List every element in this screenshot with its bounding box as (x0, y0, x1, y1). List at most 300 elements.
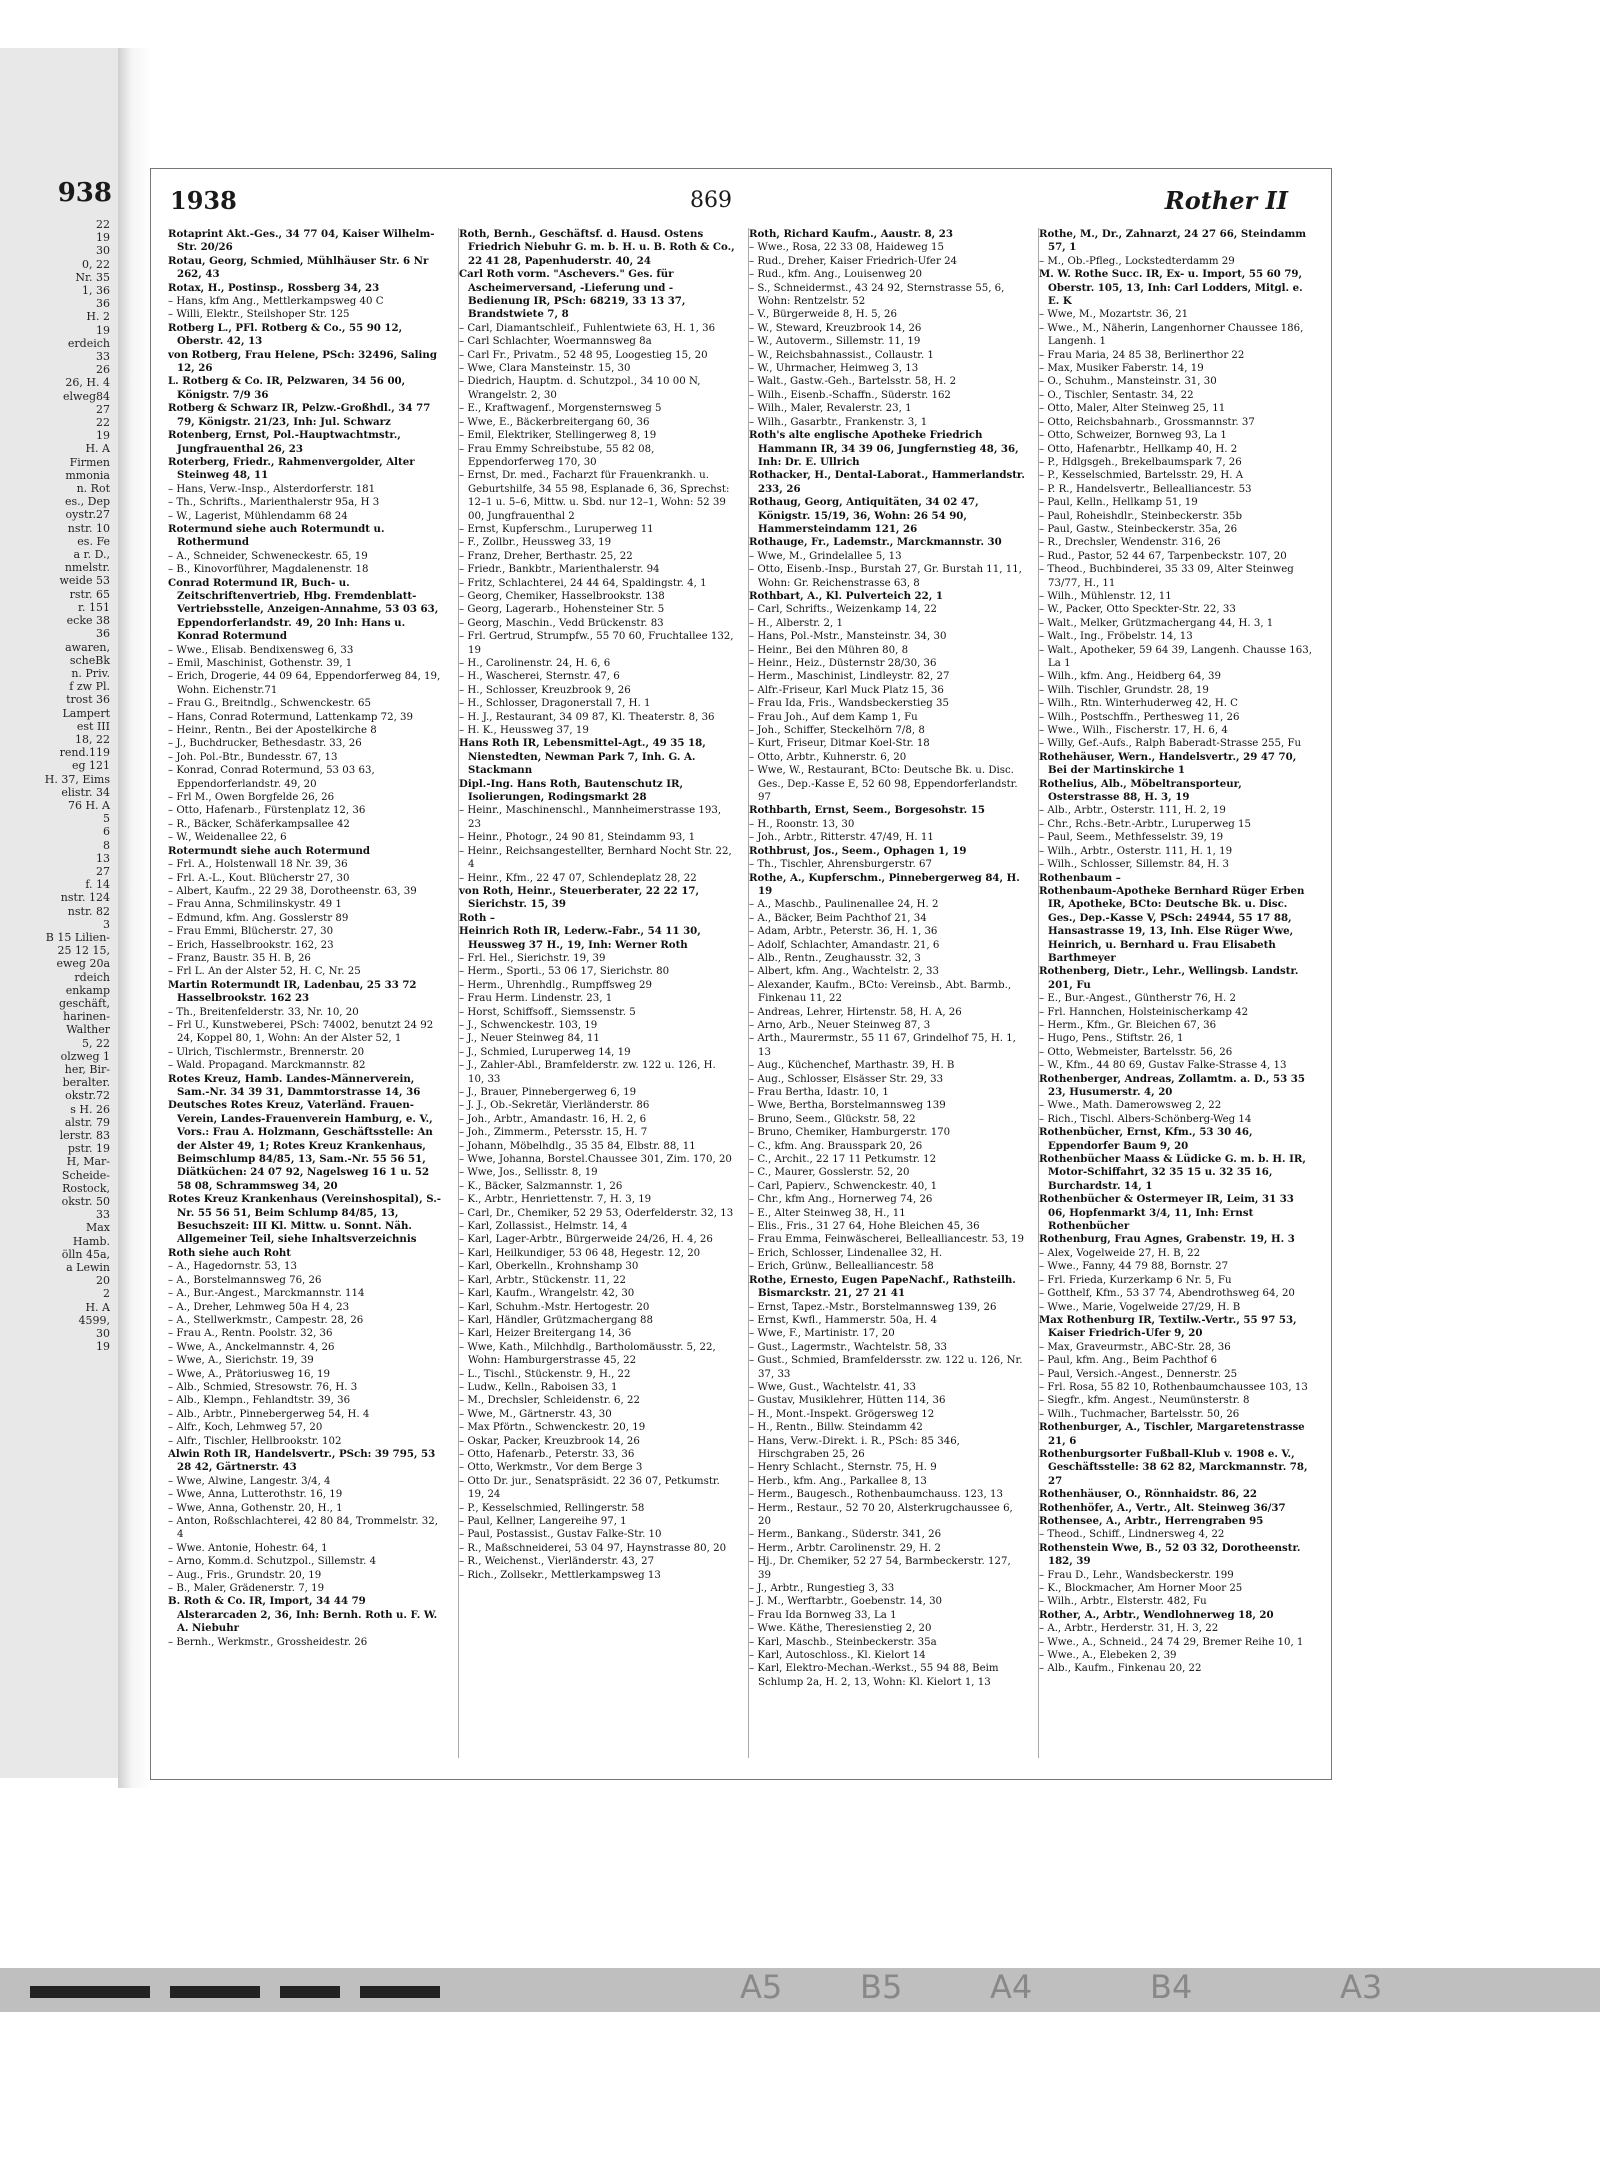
directory-entry: – Alexander, Kaufm., BCto: Vereinsb., Abt. Barmb., Finkenau 11, 22 (749, 979, 1012, 1005)
directory-entry: – P., Kesselschmied, Rellingerstr. 58 (459, 1502, 645, 1514)
directory-entry: – Alb., Klempn., Fehlandtstr. 39, 36 (168, 1395, 351, 1407)
directory-entry: – Max, Graveurmstr., ABC-Str. 28, 36 (1039, 1341, 1231, 1353)
left-page-fragment: nstr. 10 (67, 521, 110, 535)
directory-entry: – W., Lagerist, Mühlendamm 68 24 (168, 510, 348, 522)
directory-entry: – F., Zollbr., Heussweg 33, 19 (459, 537, 612, 549)
directory-entry: – Frau Maria, 24 85 38, Berlinerthor 22 (1039, 349, 1245, 361)
directory-entry: – H., Schlosser, Kreuzbrook 9, 26 (459, 684, 631, 696)
directory-entry: – J., Brauer, Pinnebergerweg 6, 19 (459, 1087, 637, 1098)
directory-entry: Rotes Kreuz, Hamb. Landes-Männerverein, Sam.-Nr. 34 39 31, Dammtorstrasse 14, 36 (168, 1072, 421, 1098)
directory-entry: – Elis., Fris., 31 27 64, Hohe Bleichen 45, 36 (749, 1221, 980, 1233)
directory-entry: – P., Hdlgsgeh., Brekelbaumspark 7, 26 (1039, 456, 1242, 468)
left-page-fragment: oystr.27 (65, 508, 110, 522)
directory-entry: – Otto, Maler, Alter Steinweg 25, 11 (1039, 403, 1226, 415)
directory-entry: – Heinr., Maschinenschl., Mannheimerstrasse 193, 23 (459, 805, 722, 830)
directory-entry: – Gustav, Musiklehrer, Hütten 114, 36 (749, 1395, 946, 1407)
directory-entry: – Wilh., Arbtr., Osterstr. 111, H. 1, 19 (1039, 845, 1233, 857)
directory-entry: von Rotberg, Frau Helene, PSch: 32496, Saling 12, 26 (168, 348, 437, 375)
directory-entry: – R., Weichenst., Vierländerstr. 43, 27 (459, 1556, 655, 1568)
left-page-fragment: okstr.72 (65, 1089, 110, 1103)
directory-entry: Alwin Roth IR, Handelsvertr., PSch: 39 795, 53 28 42, Gärtnerstr. 43 (168, 1447, 436, 1474)
directory-entry: Carl Roth vorm. "Aschevers." Ges. für Ascheimerversand, -Lieferung und -Bedienung IR, PSch: 68219, 33 13 37, Brandstwiete 7, 8 (459, 268, 686, 321)
left-page-fragment: 22 (96, 218, 110, 231)
directory-entry: – Gotthelf, Kfm., 53 37 74, Abendrothsweg 64, 20 (1039, 1288, 1295, 1300)
directory-entry: – Ulrich, Tischlermstr., Brennerstr. 20 (168, 1046, 365, 1058)
directory-entry: – Willi, Elektr., Steilshoper Str. 125 (168, 309, 350, 321)
directory-entry: Roth siehe auch Roht (168, 1246, 291, 1259)
directory-entry: – Wwe, F., Martinistr. 17, 20 (749, 1328, 895, 1340)
directory-entry: – Wilh., Maler, Revalerstr. 23, 1 (749, 403, 912, 415)
left-page-fragment: rdeich (74, 970, 110, 984)
directory-entry: – Herm., Kfm., Gr. Bleichen 67, 36 (1039, 1019, 1217, 1031)
left-page-fragment: 0, 22 (82, 257, 110, 271)
directory-entry: – Ernst, Kupferschm., Luruperweg 11 (459, 523, 654, 535)
left-page-fragment: H. 2 (86, 310, 110, 324)
column-1 (168, 228, 444, 1758)
left-page-fragment: nmelstr. (64, 561, 110, 575)
directory-entry: Rotenberg, Ernst, Pol.-Hauptwachtmstr., Jungfrauenthal 26, 23 (168, 429, 401, 455)
directory-entry: – Frl. Gertrud, Strumpfw., 55 70 60, Fruchtallee 132, 19 (459, 631, 734, 656)
directory-entry: – Siegfr., kfm. Angest., Neumünsterstr. 8 (1039, 1395, 1250, 1407)
directory-entry: Roth, Richard Kaufm., Aaustr. 8, 23 (749, 228, 953, 240)
directory-entry: – Bernh., Werkmstr., Grossheidestr. 26 (168, 1636, 368, 1648)
directory-entry: – Frau Ida Bornweg 33, La 1 (749, 1609, 897, 1621)
calibration-bar (30, 1986, 150, 1998)
left-page-fragment: harinen- (63, 1010, 110, 1024)
directory-entry: – Joh., Arbtr., Amandastr. 16, H. 2, 6 (459, 1113, 647, 1125)
directory-entry: – P. R., Handelsvertr., Bellealliancestr. 53 (1039, 483, 1252, 495)
directory-entry: – Hans, Pol.-Mstr., Mansteinstr. 34, 30 (749, 631, 947, 643)
directory-entry: – Alb., Arbtr., Pinnebergerweg 54, H. 4 (168, 1408, 370, 1420)
directory-entry: – Albert, Kaufm., 22 29 38, Dorotheenstr. 63, 39 (168, 885, 417, 897)
left-page-fragment: olzweg 1 (60, 1049, 110, 1063)
left-page-fragment: elistr. 34 (61, 785, 110, 799)
directory-entry: – A., Hagedornstr. 53, 13 (168, 1261, 297, 1273)
directory-entry: – Paul, Roheishdlr., Steinbeckerstr. 35b (1039, 510, 1243, 522)
directory-entry: – Franz, Dreher, Berthastr. 25, 22 (459, 550, 633, 562)
directory-entry: – J., Buchdrucker, Bethesdastr. 33, 26 (168, 738, 362, 750)
directory-entry: – Ernst, Dr. med., Facharzt für Frauenkrankh. u. Geburtshilfe, 34 55 98, Esplanade 6, 36, Sprechst: 12–1 u. 5–6, Mittw. u. Sbd. nur 12–1, Wohn: 52 39 00, Jungfrauenthal 2 (459, 470, 730, 522)
directory-entry: – Th., Breitenfelderstr. 33, Nr. 10, 20 (168, 1006, 359, 1018)
left-page-fragment: Hamb. (72, 1234, 110, 1248)
directory-entry: – M., Drechsler, Schleidenstr. 6, 22 (459, 1395, 640, 1407)
directory-entry: – Wwe, Anna, Gothenstr. 20, H., 1 (168, 1502, 343, 1514)
directory-entry: – W., Uhrmacher, Heimweg 3, 13 (749, 363, 919, 375)
left-page-fragment: geschäft, (59, 996, 110, 1010)
directory-entry: – O., Tischler, Sentastr. 34, 22 (1039, 389, 1194, 401)
left-page-fragment: 18, 22 (75, 732, 110, 746)
directory-entry: – Arno, Komm.d. Schutzpol., Sillemstr. 4 (168, 1556, 377, 1568)
directory-entry: – Paul, Kellner, Langereihe 97, 1 (459, 1516, 627, 1527)
directory-entry: – Wwe., Wilh., Fischerstr. 17, H. 6, 4 (1039, 725, 1228, 737)
directory-entry: Rothbart, A., Kl. Pulverteich 22, 1 (749, 589, 943, 602)
directory-entry: – Wwe., Elisab. Bendixensweg 6, 33 (168, 644, 354, 656)
directory-entry: – Henry Schlacht., Sternstr. 75, H. 9 (749, 1462, 937, 1474)
directory-entry: – O., Schuhm., Mansteinstr. 31, 30 (1039, 376, 1217, 388)
directory-entry: Rotermundt siehe auch Rotermund (168, 844, 371, 857)
left-page-fragment: 2 (103, 1287, 110, 1301)
left-page-fragment: mmonia (65, 468, 110, 482)
left-page-fragment: n. Priv. (71, 666, 110, 680)
directory-entry: – Ludw., Kelln., Raboisen 33, 1 (459, 1381, 618, 1393)
directory-entry: – Th., Schrifts., Marienthalerstr 95a, H 3 (168, 497, 380, 509)
left-page-fragment: n. Rot (76, 482, 110, 496)
page-header (170, 180, 1318, 220)
directory-entry: – Georg, Maschin., Vedd Brückenstr. 83 (459, 617, 664, 629)
left-page-fragment: 6 (103, 825, 110, 839)
left-page-fragment: her, Bir- (64, 1063, 110, 1076)
directory-entry: – C., Archit., 22 17 11 Petkumstr. 12 (749, 1154, 937, 1166)
directory-entry: – Frl. A.-L., Kout. Blücherstr 27, 30 (168, 872, 350, 884)
directory-entry: – Hans, Verw.-Insp., Alsterdorferstr. 181 (168, 483, 376, 495)
running-head (1165, 186, 1288, 215)
directory-entry: Rothbrust, Jos., Seem., Ophagen 1, 19 (749, 844, 967, 857)
directory-entry: – Erich, Grünw., Bellealliancestr. 58 (749, 1261, 934, 1273)
directory-entry: – Carl, Schrifts., Weizenkamp 14, 22 (749, 604, 937, 616)
directory-entry: – M., Ob.-Pfleg., Lockstedterdamm 29 (1039, 255, 1235, 267)
directory-entry: Rothenbücher & Ostermeyer IR, Leim, 31 33 06, Hopfenmarkt 3/4, 11, Inh: Ernst Rothenbücher (1039, 1193, 1294, 1233)
directory-entry: – Walt., Ing., Fröbelstr. 14, 13 (1039, 631, 1193, 643)
directory-entry: Rothenhäuser, O., Rönnhaidstr. 86, 22 (1039, 1488, 1258, 1501)
directory-entry: – Konrad, Conrad Rotermund, 53 03 63, Eppendorferlandstr. 49, 20 (168, 765, 375, 790)
directory-entry: – Wwe., A., Elebeken 2, 39 (1039, 1650, 1177, 1662)
directory-entry: – Edmund, kfm. Ang. Gosslerstr 89 (168, 912, 349, 924)
directory-entry: – Wilh., Postschffn., Perthesweg 11, 26 (1039, 711, 1240, 723)
left-page-fragment: scheBk (69, 653, 110, 667)
directory-entry: – Hj., Dr. Chemiker, 52 27 54, Barmbeckerstr. 127, 39 (749, 1556, 1011, 1581)
directory-entry: Rothensee, A., Arbtr., Herrengraben 95 (1039, 1515, 1264, 1527)
directory-entry: – Frau G., Breitndlg., Schwenckestr. 65 (168, 698, 371, 710)
directory-entry: – J., Zahler-Abl., Bramfelderstr. zw. 122 u. 126, H. 10, 33 (459, 1060, 716, 1085)
directory-entry: – H., Alberstr. 2, 1 (749, 617, 843, 629)
directory-entry: – Herm., Sporti., 53 06 17, Sierichstr. 80 (459, 966, 670, 978)
directory-entry: – Theod., Buchbinderei, 35 33 09, Alter Steinweg 73/77, H., 11 (1039, 564, 1294, 589)
left-page-fragment: f. 14 (85, 878, 110, 892)
directory-entry: Rothenbücher, Ernst, Kfm., 53 30 46, Eppendorfer Baum 9, 20 (1039, 1126, 1253, 1152)
calibration-bar (360, 1986, 440, 1998)
directory-entry: – Frau Emmy Schreibstube, 55 82 08, Eppendorferweg 170, 30 (459, 443, 655, 468)
directory-entry: – Frl. Rosa, 55 82 10, Rothenbaumchaussee 103, 13 (1039, 1381, 1308, 1393)
directory-entry: Rotberg L., PFl. Rotberg & Co., 55 90 12, Oberstr. 42, 13 (168, 321, 403, 348)
directory-entry: – Alb., Arbtr., Osterstr. 111, H. 2, 19 (1039, 805, 1226, 817)
directory-entry: Rothbarth, Ernst, Seem., Borgesohstr. 15 (749, 804, 985, 817)
left-page-year: 938 (57, 178, 112, 208)
left-page-fragment: 13 (96, 851, 110, 865)
directory-entry: – Otto, Hafenarb., Peterstr. 33, 36 (459, 1448, 635, 1460)
directory-entry: – Aug., Schlosser, Elsässer Str. 29, 33 (749, 1073, 944, 1085)
directory-entry: – J., Arbtr., Rungestieg 3, 33 (749, 1583, 895, 1595)
directory-entry: – Wwe. Antonie, Hohestr. 64, 1 (168, 1542, 328, 1554)
directory-entry: – H. K., Heussweg 37, 19 (459, 725, 589, 737)
left-page-fragment: enkamp (65, 983, 110, 997)
directory-entry: – Wwe, Gust., Wachtelstr. 41, 33 (749, 1381, 917, 1393)
directory-entry: Roth, Bernh., Geschäftsf. d. Hausd. Ostens Friedrich Niebuhr G. m. b. H. u. B. Roth & Co., 22 41 28, Papenhuderstr. 40, 24 (459, 228, 735, 267)
directory-entry: – R., Drechsler, Wendenstr. 316, 26 (1039, 537, 1221, 549)
directory-entry: von Roth, Heinr., Steuerberater, 22 22 17, Sierichstr. 15, 39 (459, 884, 700, 911)
directory-entry: – Joh. Pol.-Btr., Bundesstr. 67, 13 (168, 751, 338, 763)
directory-entry: – A., Schneider, Schweneckestr. 65, 19 (168, 550, 368, 562)
directory-entry: – Karl, Elektro-Mechan.-Werkst., 55 94 88, Beim Schlump 2a, H. 2, 13, Wohn: Kl. Kielort 1, 13 (749, 1663, 999, 1688)
left-page-fragment: est III (76, 719, 110, 733)
directory-entry: – Heinr., Bei den Mühren 80, 8 (749, 644, 909, 656)
column-3 (748, 228, 1025, 1758)
directory-entry: Rothe, A., Kupferschm., Pinnebergerweg 84, H. 19 (749, 871, 1020, 897)
directory-entry: Rothenberger, Andreas, Zollamtm. a. D., 53 35 23, Husumerstr. 4, 20 (1039, 1072, 1305, 1098)
directory-entry: – Carl Schlachter, Woermannsweg 8a (459, 336, 652, 348)
left-page-fragment: s H. 26 (70, 1102, 110, 1116)
left-page-fragment: a r. D., (73, 548, 110, 562)
directory-entry: – Gust., Lagermstr., Wachtelstr. 58, 33 (749, 1341, 948, 1353)
directory-entry: Rother, A., Arbtr., Wendlohnerweg 18, 20 (1039, 1608, 1274, 1621)
left-page-fragment: erdeich (67, 336, 110, 350)
strip-label: A5 (740, 1968, 783, 2006)
directory-entry: – Rich., Tischl. Albers-Schönberg-Weg 14 (1039, 1113, 1252, 1125)
left-page-fragment: H. 37, Eims (44, 772, 110, 786)
directory-entry: – Wwe., Fanny, 44 79 88, Bornstr. 27 (1039, 1261, 1229, 1273)
directory-entry: – Carl, Dr., Chemiker, 52 29 53, Oderfelderstr. 32, 13 (459, 1207, 734, 1219)
left-page-fragment: pstr. 19 (67, 1142, 110, 1156)
directory-entry: – Karl, Autoschloss., Kl. Kielort 14 (749, 1650, 926, 1662)
directory-entry: – Max, Musiker Faberstr. 14, 19 (1039, 363, 1204, 375)
directory-entry: Rothauge, Fr., Lademstr., Marckmannstr. 30 (749, 536, 1002, 549)
directory-entry: – A., Stellwerkmstr., Campestr. 28, 26 (168, 1314, 364, 1326)
directory-entry: – Rich., Zollsekr., Mettlerkampsweg 13 (459, 1569, 661, 1581)
directory-entry: – Otto, Arbtr., Kuhnerstr. 6, 20 (749, 751, 907, 763)
directory-entry: B. Roth & Co. IR, Import, 34 44 79 Alsterarcaden 2, 36, Inh: Bernh. Roth u. F. W. A. Niebuhr (168, 1595, 438, 1635)
directory-entry: – Carl, Papierv., Schwenckestr. 40, 1 (749, 1180, 938, 1192)
left-page-fragment: 3 (103, 917, 110, 931)
left-page-fragment: trost 36 (66, 693, 110, 707)
left-page-fragment: 1, 36 (82, 284, 110, 298)
directory-entry: – C., kfm. Ang. Brausspark 20, 26 (749, 1140, 923, 1152)
directory-entry: Rothelius, Alb., Möbeltransporteur, Osterstrasse 88, H. 3, 19 (1039, 777, 1242, 804)
directory-entry: – Herm., Baugesch., Rothenbaumchauss. 123, 13 (749, 1489, 1003, 1501)
left-page-fragment: eg 121 (71, 759, 110, 773)
directory-entry: – Chr., kfm Ang., Hornerweg 74, 26 (749, 1194, 933, 1206)
directory-columns (168, 228, 1318, 1758)
directory-entry: – L., Tischl., Stückenstr. 9, H., 22 (459, 1368, 631, 1380)
directory-entry: – Karl, Kaufm., Wrangelstr. 42, 30 (459, 1288, 635, 1300)
book-spine (118, 48, 152, 1788)
left-page-fragment: B 15 Lilien- (45, 930, 110, 944)
directory-entry: – R., Maßschneiderei, 53 04 97, Haynstrasse 80, 20 (459, 1542, 727, 1554)
strip-label: B4 (1150, 1968, 1193, 2006)
left-page-fragment: 26, H. 4 (65, 376, 110, 390)
directory-entry: – Otto, Schweizer, Bornweg 93, La 1 (1039, 430, 1227, 442)
directory-entry: Rotermund siehe auch Rotermundt u. Rothermund (168, 522, 385, 549)
directory-entry: – H. J., Restaurant, 34 09 87, Kl. Theaterstr. 8, 36 (459, 711, 715, 723)
left-page-fragment: ecke 38 (66, 614, 110, 628)
directory-entry: – Wilh., Gasarbtr., Frankenstr. 3, 1 (749, 416, 928, 428)
left-page-fragment: okstr. 50 (61, 1195, 110, 1209)
directory-entry: – Wwe, A., Anckelmannstr. 4, 26 (168, 1341, 335, 1353)
directory-entry: – Heinr., Rentn., Bei der Apostelkirche 8 (168, 725, 377, 737)
directory-entry: – Gust., Schmied, Bramfeldersstr. zw. 122 u. 126, Nr. 37, 33 (749, 1355, 1023, 1380)
column-2 (458, 228, 735, 1758)
directory-entry: – B., Maler, Grädenerstr. 7, 19 (168, 1583, 325, 1595)
directory-entry: – S., Schneidermst., 43 24 92, Sternstrasse 55, 6, Wohn: Rentzelstr. 52 (749, 282, 1005, 308)
directory-entry: – H., Mont.-Inspekt. Grögersweg 12 (749, 1408, 935, 1420)
left-page-fragment: eweg 20a (56, 957, 110, 971)
directory-entry: Rothe, M., Dr., Zahnarzt, 24 27 66, Steindamm 57, 1 (1039, 228, 1306, 254)
directory-entry: – Herm., Arbtr. Carolinenstr. 29, H. 2 (749, 1542, 941, 1554)
directory-entry: – Friedr., Bankbtr., Marienthalerstr. 94 (459, 564, 660, 576)
directory-entry: – E., Kraftwagenf., Morgensternsweg 5 (459, 403, 662, 415)
left-page-fragment: 20 (96, 1274, 110, 1288)
directory-entry: – Wwe., Marie, Vogelweide 27/29, H. B (1039, 1301, 1241, 1313)
directory-entry: – Wwe., A., Schneid., 24 74 29, Bremer Reihe 10, 1 (1039, 1636, 1304, 1648)
directory-entry: – Frau Ida, Fris., Wandsbeckerstieg 35 (749, 698, 950, 710)
directory-entry: – Frl M., Owen Borgfelde 26, 26 (168, 792, 335, 804)
directory-entry: – Frau Joh., Auf dem Kamp 1, Fu (749, 711, 918, 723)
directory-entry: – Emil, Maschinist, Gothenstr. 39, 1 (168, 658, 353, 669)
directory-entry: – J., Neuer Steinweg 84, 11 (459, 1033, 600, 1045)
directory-entry: – Wilh., Arbtr., Elsterstr. 482, Fu (1039, 1596, 1207, 1608)
directory-entry: – H., Carolinenstr. 24, H. 6, 6 (459, 658, 611, 669)
directory-entry: Rothacker, H., Dental-Laborat., Hammerlandstr. 233, 26 (749, 469, 1025, 495)
directory-entry: – Diedrich, Hauptm. d. Schutzpol., 34 10 00 N, Wrangelstr. 2, 30 (459, 376, 701, 401)
directory-entry: – Oskar, Packer, Kreuzbrook 14, 26 (459, 1435, 640, 1447)
directory-entry: Rothenbücher Maass & Lüdicke G. m. b. H. IR, Motor-Schiffahrt, 32 35 15 u. 32 35 16, Burchardstr. 14, 1 (1039, 1153, 1306, 1192)
directory-entry: – Johann, Möbelhdlg., 35 35 84, Elbstr. 88, 11 (459, 1140, 696, 1152)
directory-entry: – Anton, Roßschlachterei, 42 80 84, Trommelstr. 32, 4 (168, 1516, 438, 1541)
directory-entry: Rotes Kreuz Krankenhaus (Vereinshospital), S.-Nr. 55 56 51, Beim Schlump 84/85, 13, Besuchszeit: III Kl. Mittw. u. Sonnt. Näh. Allgemeiner Teil, siehe Inhaltsverzeichnis (168, 1193, 441, 1246)
directory-entry: – Ernst, Kwfl., Hammerstr. 50a, H. 4 (749, 1314, 937, 1326)
page-number: 869 (690, 188, 732, 213)
directory-entry: – Wwe., Math. Damerowsweg 2, 22 (1039, 1100, 1222, 1112)
directory-entry: – R., Bäcker, Schäferkampsallee 42 (168, 818, 350, 830)
directory-entry: Rotberg & Schwarz IR, Pelzw.-Großhdl., 34 77 79, Königstr. 21/23, Inh: Jul. Schwarz (168, 402, 431, 428)
directory-entry: – Theod., Schiff., Lindnersweg 4, 22 (1039, 1529, 1225, 1541)
directory-entry: – Albert, kfm. Ang., Wachtelstr. 2, 33 (749, 966, 939, 978)
directory-entry: – Frau A., Rentn. Poolstr. 32, 36 (168, 1328, 333, 1340)
directory-entry: – Heinr., Photogr., 24 90 81, Steindamm 93, 1 (459, 832, 696, 844)
directory-entry: – K., Arbtr., Henriettenstr. 7, H. 3, 19 (459, 1194, 652, 1206)
left-page-fragment: elweg84 (63, 389, 110, 403)
directory-entry: – Frl U., Kunstweberei, PSch: 74002, benutzt 24 92 24, Koppel 80, 1, Wohn: An der Alster 52, 1 (168, 1019, 434, 1045)
directory-entry: – E., Alter Steinweg 38, H., 11 (749, 1207, 906, 1219)
directory-entry: Rothenberg, Dietr., Lehr., Wellingsb. Landstr. 201, Fu (1039, 965, 1299, 991)
directory-entry: – Paul, Gastw., Steinbeckerstr. 35a, 26 (1039, 523, 1238, 535)
directory-entry: – Frl. Hel., Sierichstr. 19, 39 (459, 952, 606, 964)
directory-entry: – Rud., Dreher, Kaiser Friedrich-Ufer 24 (749, 255, 958, 267)
directory-entry: – Wwe, Kath., Milchhdlg., Bartholomäusstr. 5, 22, Wohn: Hamburgerstrasse 45, 22 (459, 1341, 716, 1367)
directory-entry: – Horst, Schiffsoff., Siemssenstr. 5 (459, 1006, 636, 1018)
left-page-fragment: r. 151 (77, 600, 110, 614)
directory-entry: – Joh., Arbtr., Ritterstr. 47/49, H. 11 (749, 832, 934, 844)
directory-entry: – Alfr., Tischler, Hellbrookstr. 102 (168, 1435, 342, 1447)
directory-entry: – Alb., Rentn., Zeughausstr. 32, 3 (749, 952, 921, 964)
directory-entry: Hans Roth IR, Lebensmittel-Agt., 49 35 18, Nienstedten, Newman Park 7, Inh. G. A. Stackmann (459, 737, 706, 777)
directory-entry: – Wwe, Johanna, Borstel.Chaussee 301, Zim. 170, 20 (459, 1154, 732, 1166)
left-page-fragment: 30 (96, 244, 110, 258)
directory-entry: Rothe, Ernesto, Eugen PapeNachf., Rathsteilh. Bismarckstr. 21, 27 21 41 (749, 1273, 1016, 1300)
directory-entry: – Wilh., Eisenb.-Schaffn., Süderstr. 162 (749, 389, 951, 401)
left-page-fragment: 5, 22 (82, 1036, 110, 1050)
left-page-fragment: Max (85, 1221, 110, 1235)
directory-entry: – A., Bur.-Angest., Marckmannstr. 114 (168, 1288, 365, 1300)
left-page-fragment: 8 (103, 838, 110, 852)
directory-entry: – Karl, Zollassist., Helmstr. 14, 4 (459, 1221, 628, 1233)
directory-entry: – W., Reichsbahnassist., Collaustr. 1 (749, 349, 934, 361)
directory-entry: – Karl, Arbtr., Stückenstr. 11, 22 (459, 1274, 626, 1286)
directory-entry: – Aug., Fris., Grundstr. 20, 19 (168, 1569, 322, 1581)
directory-entry: Deutsches Rotes Kreuz, Vaterländ. Frauen-Verein, Landes-Frauenverein Hamburg, e. V., Vors.: Frau A. Holzmann, Geschäftsstelle: An der Alster 49, 1; Rotes Kreuz Krankenhaus, Beimschlump 84/85, 13, Sam.-Nr. 55 56 51, Diätküchen: 24 07 92, Nagelsweg 16 1 u. 52 58 08, Schrammsweg 34, 20 (168, 1099, 433, 1192)
left-page-fragment: 25 12 15, (57, 944, 110, 958)
directory-entry: – Joh., Zimmerm., Petersstr. 15, H. 7 (459, 1127, 648, 1139)
directory-entry: – Ernst, Tapez.-Mstr., Borstelmannsweg 139, 26 (749, 1301, 997, 1313)
directory-entry: – Wwe, W., Restaurant, BCto: Deutsche Bk. u. Disc. Ges., Dep.-Kasse E, 52 60 98, Eppendorferlandstr. 97 (749, 765, 1018, 804)
directory-entry: – Wwe, Anna, Lutterothstr. 16, 19 (168, 1489, 343, 1501)
directory-entry: – Frau D., Lehr., Wandsbeckerstr. 199 (1039, 1569, 1234, 1581)
left-page-fragments (0, 218, 118, 1353)
directory-entry: – Herm., Maschinist, Lindleystr. 82, 27 (749, 671, 950, 683)
directory-entry: Rothenburger, A., Tischler, Margaretenstrasse 21, 6 (1039, 1421, 1305, 1447)
directory-entry: Heinrich Roth IR, Lederw.-Fabr., 54 11 30, Heussweg 37 H., 19, Inh: Werner Roth (459, 925, 701, 951)
left-page-fragment: Walther (66, 1023, 110, 1037)
left-page-fragment: ölln 45a, (61, 1247, 110, 1261)
directory-entry: – Otto, Werkmstr., Vor dem Berge 3 (459, 1462, 643, 1474)
left-page-fragment: 19 (96, 231, 110, 245)
directory-entry: – Hans, Verw.-Direkt. i. R., PSch: 85 346, Hirschgraben 25, 26 (749, 1435, 960, 1460)
directory-entry: Dipl.-Ing. Hans Roth, Bautenschutz IR, Isolierungen, Rodingsmarkt 28 (459, 777, 684, 804)
left-page-fragment: H. A (85, 1300, 110, 1314)
directory-entry: – A., Arbtr., Herderstr. 31, H. 3, 22 (1039, 1623, 1219, 1635)
directory-entry: – Otto, Webmeister, Bartelsstr. 56, 26 (1039, 1046, 1233, 1058)
left-page-fragment: H, Mar- (66, 1155, 110, 1169)
directory-entry: – Karl, Lager-Arbtr., Bürgerweide 24/26, H. 4, 26 (459, 1234, 713, 1246)
directory-entry: – Carl Fr., Privatm., 52 48 95, Loogestieg 15, 20 (459, 349, 708, 361)
directory-entry: – A., Maschb., Paulinenallee 24, H. 2 (749, 899, 939, 911)
directory-entry: – J. J., Ob.-Sekretär, Vierländerstr. 86 (459, 1100, 650, 1112)
left-page-fragment: Nr. 35 (75, 270, 110, 284)
left-page-fragment: alstr. 79 (64, 1115, 110, 1129)
directory-entry: – Wwe, Alwine, Langestr. 3/4, 4 (168, 1475, 331, 1487)
directory-entry: – A., Bäcker, Beim Pachthof 21, 34 (749, 912, 927, 924)
directory-entry: – Max Pförtn., Schwenckestr. 20, 19 (459, 1422, 646, 1434)
directory-entry: – B., Kinovorführer, Magdalenenstr. 18 (168, 564, 369, 576)
directory-entry: – Herm., Restaur., 52 70 20, Alsterkrugchaussee 6, 20 (749, 1502, 1013, 1527)
directory-entry: – Erich, Schlosser, Lindenallee 32, H. (749, 1247, 943, 1259)
directory-entry: Rothaug, Georg, Antiquitäten, 34 02 47, Königstr. 15/19, 36, Wohn: 26 54 90, Hammersteindamm 121, 26 (749, 496, 979, 535)
left-page-fragment: 30 (96, 1327, 110, 1341)
left-page-fragment: Rostock, (62, 1181, 110, 1195)
directory-entry: – Joh., Schiffer, Steckelhörn 7/8, 8 (749, 725, 925, 737)
directory-entry: – Erich, Hasselbrookstr. 162, 23 (168, 939, 334, 951)
directory-entry: Rothenburg, Frau Agnes, Grabenstr. 19, H. 3 (1039, 1233, 1295, 1246)
calibration-bar (170, 1986, 260, 1998)
directory-entry: – Paul, Kelln., Hellkamp 51, 19 (1039, 497, 1198, 509)
directory-entry: – Herb., kfm. Ang., Parkallee 8, 13 (749, 1475, 927, 1487)
directory-entry: – Otto, Eisenb.-Insp., Burstah 27, Gr. Burstah 11, 11, Wohn: Gr. Reichenstrasse 63, 8 (749, 564, 1022, 589)
directory-entry: – Wwe, Jos., Sellisstr. 8, 19 (459, 1167, 598, 1179)
directory-entry: – Paul, kfm. Ang., Beim Pachthof 6 (1039, 1355, 1218, 1367)
directory-entry: – Carl, Diamantschleif., Fuhlentwiete 63, H. 1, 36 (459, 322, 716, 334)
directory-entry: – K., Blockmacher, Am Horner Moor 25 (1039, 1583, 1243, 1595)
directory-entry: – Heinr., Kfm., 22 47 07, Schlendeplatz 28, 22 (459, 872, 697, 884)
column-4 (1038, 228, 1315, 1758)
left-page-fragment: 36 (96, 627, 110, 641)
directory-entry: – Karl, Oberkelln., Krohnshamp 30 (459, 1261, 639, 1273)
directory-entry: Rothenhöfer, A., Vertr., Alt. Steinweg 36/37 (1039, 1501, 1286, 1514)
left-page-fragment: es. Fe (77, 534, 110, 548)
left-page-fragment: f zw Pl. (69, 680, 110, 694)
directory-entry: Max Rothenburg IR, Textilw.-Vertr., 55 97 53, Kaiser Friedrich-Ufer 9, 20 (1039, 1313, 1297, 1340)
directory-entry: – Georg, Chemiker, Hasselbrookstr. 138 (459, 590, 665, 602)
directory-entry: – A., Dreher, Lehmweg 50a H 4, 23 (168, 1301, 350, 1313)
left-page-fragment: H. A (85, 442, 110, 456)
left-page-fragment: nstr. 124 (60, 891, 110, 905)
